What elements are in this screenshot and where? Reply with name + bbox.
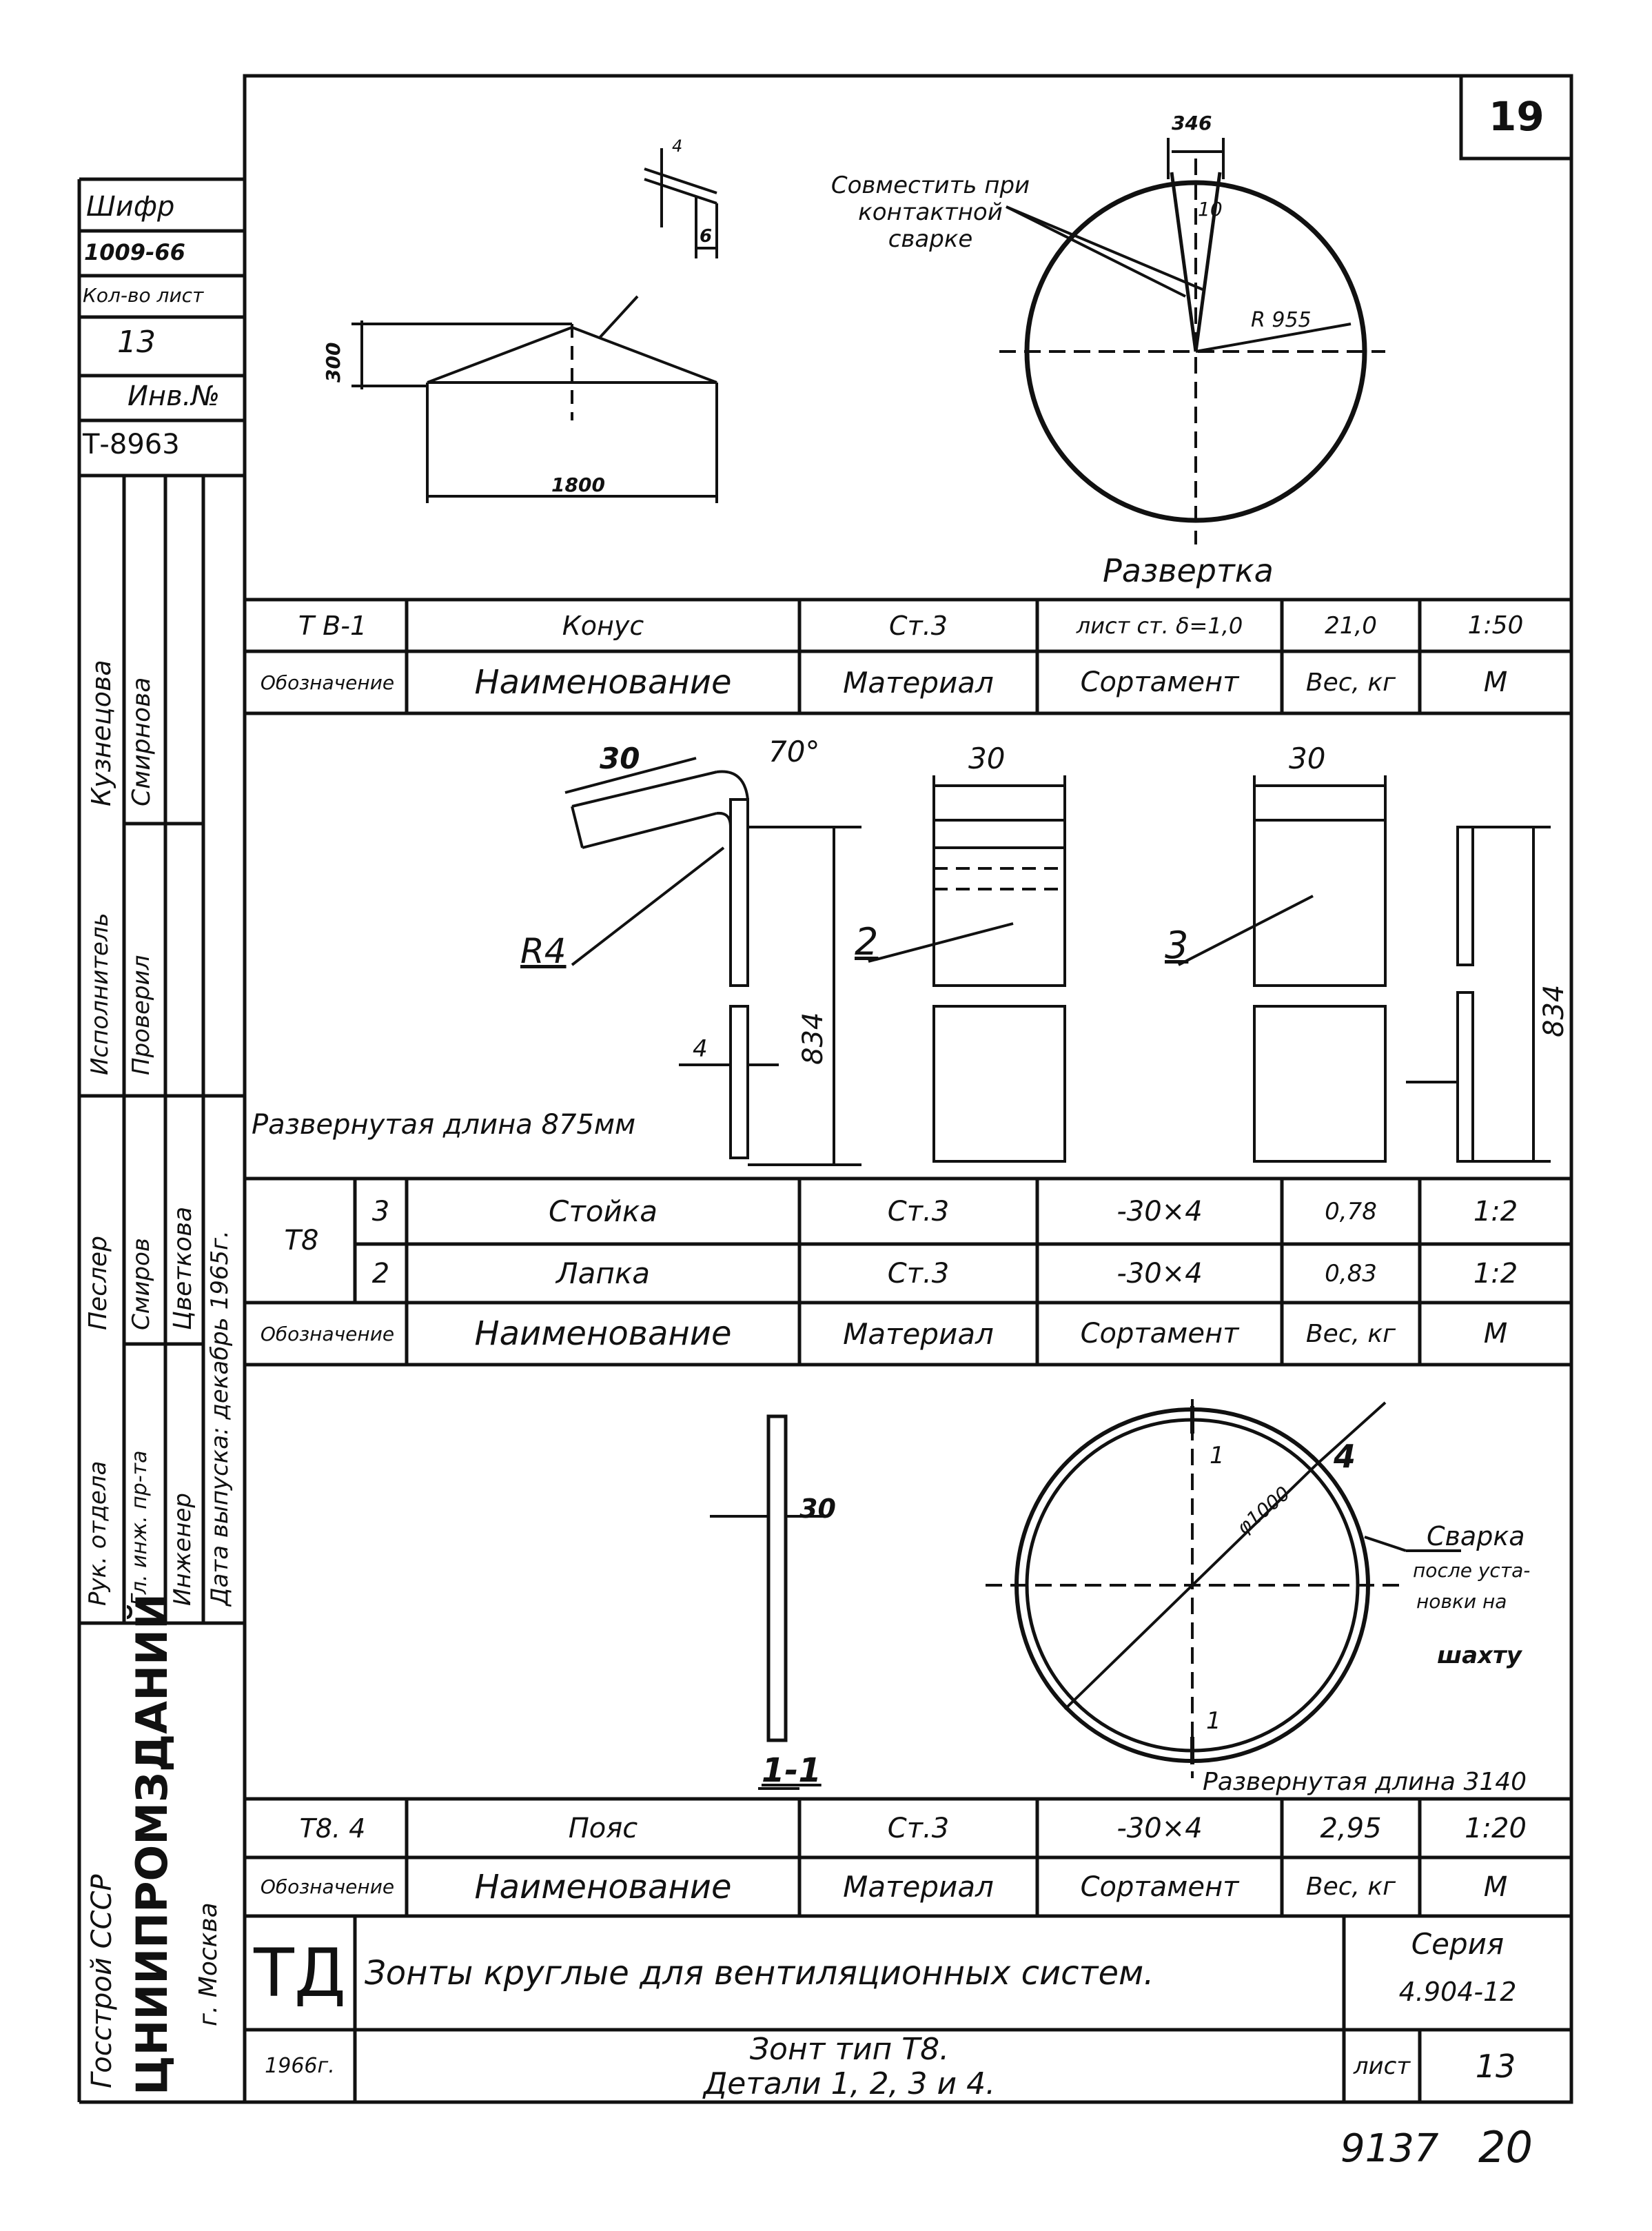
- release-date: Дата выпуска: декабрь 1965г.: [206, 1230, 234, 1606]
- t2-r1-assortment: -30×4: [1116, 1195, 1203, 1227]
- sheet-label: лист: [1353, 2052, 1411, 2080]
- year: 1966г.: [265, 2054, 335, 2078]
- name-engineer: Цветкова: [169, 1206, 197, 1330]
- section-label-1-1: 1-1: [762, 1751, 822, 1790]
- inv-label: Инв.№: [128, 380, 220, 412]
- t2-header-material: Материал: [843, 1316, 994, 1351]
- sheet-title-line1: Зонт тип Т8.: [749, 2031, 950, 2067]
- section-mark-bottom: 1: [1206, 1707, 1221, 1735]
- t2-group: Т8: [284, 1225, 319, 1256]
- t1-header-weight: Вес, кг: [1305, 668, 1396, 697]
- dim-r955: R 955: [1251, 308, 1312, 332]
- radius-r4: R4: [520, 931, 567, 971]
- role-checker: Проверил: [128, 955, 155, 1075]
- org-line3: г. Москва: [194, 1902, 223, 2026]
- t2-r2-scale: 1:2: [1473, 1257, 1518, 1290]
- part-label-2: 2: [855, 920, 879, 964]
- t3-header-assortment: Сортамент: [1080, 1871, 1239, 1903]
- t3-scale: 1:20: [1465, 1812, 1527, 1844]
- t2-r1-scale: 1:2: [1473, 1195, 1518, 1227]
- developed-length-875: Развернутая длина 875мм: [252, 1109, 636, 1141]
- dim-4-weld: 4: [672, 136, 683, 156]
- t1-designation: Т В-1: [298, 610, 367, 641]
- name-executor: Кузнецова: [86, 660, 116, 806]
- dim-30-lapka: 30: [968, 742, 1006, 775]
- cipher-label: Шифр: [86, 191, 175, 223]
- role-chief-engineer: Гл. инж. пр-та: [128, 1450, 152, 1606]
- t2-header-scale: М: [1483, 1318, 1508, 1349]
- t1-name: Конус: [562, 610, 644, 641]
- org-line1: Госстрой СССР: [86, 1874, 118, 2088]
- development-label: Развертка: [1103, 552, 1274, 589]
- t3-assortment: -30×4: [1116, 1812, 1203, 1844]
- dim-30-stoyka: 30: [1289, 742, 1326, 775]
- t2-r2-assortment: -30×4: [1116, 1257, 1203, 1290]
- dim-834-left: 834: [797, 1012, 829, 1065]
- part-label-3: 3: [1165, 924, 1189, 967]
- name-checker: Смирнова: [128, 677, 156, 806]
- t3-name: Пояс: [568, 1812, 638, 1844]
- inv-value: Т-8963: [83, 429, 180, 460]
- t3-designation: Т8. 4: [299, 1813, 366, 1844]
- sheet-title-line2: Детали 1, 2, 3 и 4.: [703, 2066, 996, 2101]
- sheets-value: 13: [117, 325, 156, 360]
- t2-r2-weight: 0,83: [1325, 1259, 1377, 1287]
- t2-r2-pos: 2: [371, 1257, 390, 1290]
- weld-callout: Совместить при контактной сварке: [830, 172, 1030, 254]
- dim-70-deg: 70°: [768, 735, 820, 768]
- sheet-value: 13: [1475, 2047, 1516, 2085]
- t1-material: Ст.3: [889, 610, 948, 641]
- t3-header-designation: Обозначение: [260, 1875, 395, 1898]
- role-executor: Исполнитель: [86, 913, 114, 1075]
- developed-length-3140: Развернутая длина 3140: [1203, 1768, 1527, 1796]
- page-number: 20: [1478, 2122, 1533, 2172]
- section-mark-top: 1: [1210, 1442, 1225, 1469]
- dim-4-thickness: 4: [693, 1035, 708, 1063]
- t2-header-name: Наименование: [474, 1314, 732, 1353]
- t1-header-material: Материал: [843, 665, 994, 700]
- t2-header-assortment: Сортамент: [1080, 1318, 1239, 1349]
- t1-header-name: Наименование: [474, 663, 732, 702]
- dim-30-tab: 30: [600, 742, 640, 775]
- t3-header-weight: Вес, кг: [1305, 1873, 1396, 1901]
- weld-note-4: шахту: [1437, 1642, 1522, 1669]
- dim-4-ring: 4: [1334, 1438, 1356, 1475]
- weld-note-2: после уста-: [1413, 1559, 1531, 1582]
- t1-scale: 1:50: [1467, 611, 1524, 640]
- archive-number: 9137: [1340, 2126, 1439, 2171]
- dim-30-band: 30: [799, 1494, 836, 1524]
- sheet-corner-number: 19: [1489, 93, 1544, 140]
- t2-r2-name: Лапка: [556, 1256, 650, 1290]
- dim-10: 10: [1198, 198, 1223, 221]
- t3-header-scale: М: [1483, 1871, 1508, 1903]
- series-label: Серия: [1411, 1926, 1505, 1961]
- t2-r1-pos: 3: [371, 1195, 390, 1227]
- name-head-of-dept: Песлер: [84, 1235, 112, 1330]
- t3-header-name: Наименование: [474, 1867, 732, 1906]
- t2-r1-material: Ст.3: [887, 1195, 950, 1227]
- t3-material: Ст.3: [887, 1812, 950, 1844]
- t2-header-weight: Вес, кг: [1305, 1319, 1396, 1348]
- role-engineer: Инженер: [169, 1493, 196, 1606]
- t3-header-material: Материал: [843, 1870, 994, 1904]
- dim-1800: 1800: [551, 473, 605, 496]
- t1-assortment: лист ст. δ=1,0: [1076, 612, 1243, 639]
- series-value: 4.904-12: [1398, 1977, 1517, 2007]
- t1-weight: 21,0: [1325, 611, 1377, 640]
- org-line2: ЦНИИПРОМЗДАНИЙ: [127, 1593, 177, 2095]
- project-title: Зонты круглые для вентиляционных систем.: [365, 1953, 1154, 1993]
- t1-header-scale: М: [1483, 666, 1508, 698]
- dim-834-right: 834: [1538, 984, 1570, 1037]
- t3-weight: 2,95: [1320, 1812, 1382, 1844]
- weld-note-1: Сварка: [1427, 1521, 1525, 1551]
- dim-phi-1000: φ1000: [1232, 1482, 1295, 1539]
- dim-300: 300: [322, 342, 345, 383]
- t1-header-assortment: Сортамент: [1080, 666, 1239, 698]
- cipher-value: 1009-66: [84, 239, 185, 265]
- td-mark: ТД: [254, 1934, 346, 2012]
- name-chief-engineer: Смиров: [128, 1238, 155, 1330]
- weld-note-3: новки на: [1416, 1590, 1507, 1613]
- t1-header-designation: Обозначение: [260, 671, 395, 694]
- dim-346: 346: [1172, 112, 1212, 134]
- t2-r1-name: Стойка: [549, 1194, 657, 1228]
- t2-r2-material: Ст.3: [887, 1257, 950, 1290]
- role-head-of-dept: Рук. отдела: [84, 1460, 112, 1606]
- dim-6: 6: [700, 226, 713, 247]
- t2-header-designation: Обозначение: [260, 1322, 395, 1345]
- t2-r1-weight: 0,78: [1325, 1197, 1377, 1225]
- sheets-label: Кол-во лист: [83, 284, 204, 307]
